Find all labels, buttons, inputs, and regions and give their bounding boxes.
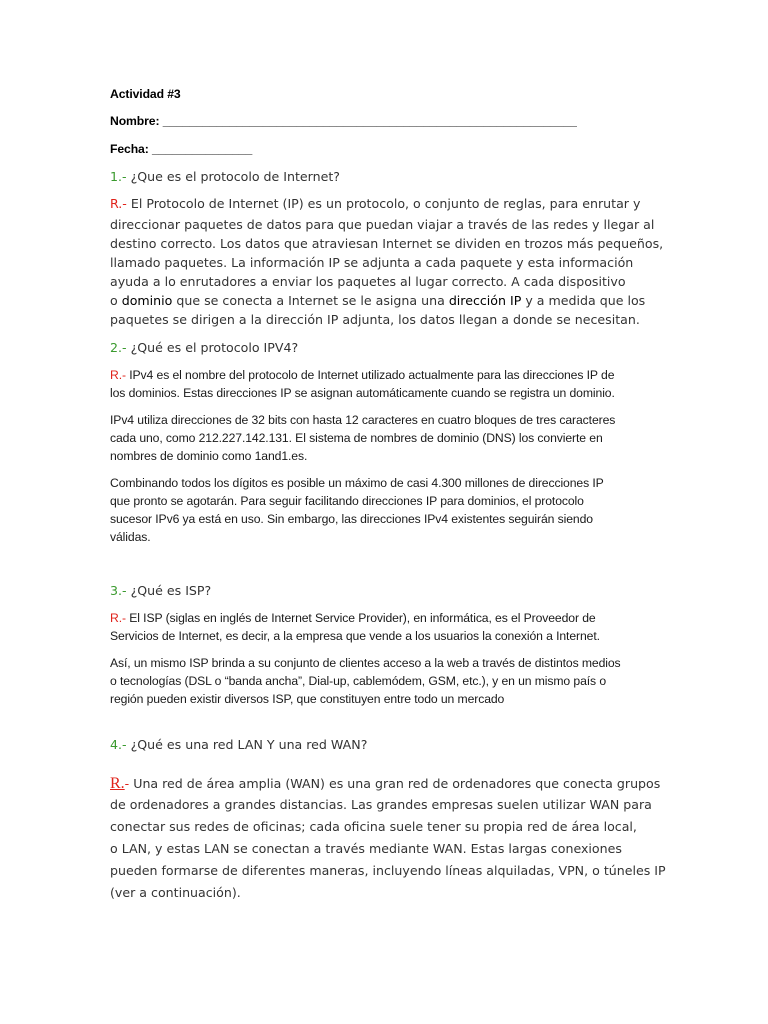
date-label: Fecha:: [110, 142, 149, 156]
answer-4-line: conectar sus redes de oficinas; cada oficina suele tener su propia red de área local,: [110, 819, 637, 834]
answer-4-line: (ver a continuación).: [110, 885, 241, 900]
question-text: ¿Qué es una red LAN Y una red WAN?: [130, 737, 368, 752]
question-number: 2.-: [110, 340, 127, 355]
question-text: ¿Qué es el protocolo IPV4?: [130, 340, 299, 355]
question-1: [110, 169, 340, 184]
answer-4-line: de ordenadores a grandes distancias. Las grandes empresas suelen utilizar WAN para: [110, 797, 652, 812]
answer-3-line: o tecnologías (DSL o “banda ancha”, Dial-up, cablemódem, GSM, etc.), y en un mismo país o: [110, 674, 606, 688]
answer-4-line: R.- Una red de área amplia (WAN) es una gran red de ordenadores que conecta grupos: [110, 775, 661, 792]
answer-2-line: que pronto se agotarán. Para seguir facilitando direcciones IP para dominios, el protocolo: [110, 494, 584, 508]
answer-1-line: destino correcto. Los datos que atraviesan Internet se dividen en trozos más pequeños,: [110, 236, 664, 251]
answer-marker: R.-: [110, 368, 126, 382]
answer-2-line: R.- IPv4 es el nombre del protocolo de Internet utilizado actualmente para las direcciones IP de: [110, 368, 615, 382]
answer-2-line: válidas.: [110, 530, 151, 544]
answer-2-line: Combinando todos los dígitos es posible un máximo de casi 4.300 millones de direcciones IP: [110, 476, 604, 490]
question-number: 1.-: [110, 169, 127, 184]
question-number: 3.-: [110, 583, 127, 598]
answer-2-line: sucesor IPv6 ya está en uso. Sin embargo, las direcciones IPv4 existentes seguirán siendo: [110, 512, 593, 526]
answer-2-line: los dominios. Estas direcciones IP se asignan automáticamente cuando se registra un dominio.: [110, 386, 615, 400]
question-number: 4.-: [110, 737, 127, 752]
dominio-term: dominio: [121, 293, 173, 308]
answer-marker: R.: [110, 775, 125, 792]
question-3: [110, 583, 211, 598]
answer-3-line: región pueden existir diversos ISP, que constituyen entre todo un mercado: [110, 692, 505, 706]
answer-2-line: nombres de dominio como 1and1.es.: [110, 449, 308, 463]
date-field: [110, 142, 252, 156]
question-2: [110, 340, 298, 355]
answer-1-line: direccionar paquetes de datos para que puedan viajar a través de las redes y llegar al: [110, 217, 655, 232]
answer-marker: R.-: [110, 611, 126, 625]
name-field: [110, 114, 577, 128]
answer-1-line: o dominio que se conecta a Internet se le asigna una dirección IP y a medida que los: [110, 293, 646, 308]
question-text: ¿Qué es ISP?: [130, 583, 212, 598]
direccion-ip-term: dirección IP: [448, 293, 522, 308]
date-line: _______________: [151, 142, 253, 156]
answer-4-line: pueden formarse de diferentes maneras, incluyendo líneas alquiladas, VPN, o túneles IP: [110, 863, 666, 878]
activity-title: Actividad #3: [110, 87, 181, 101]
answer-2-line: IPv4 utiliza direcciones de 32 bits con hasta 12 caracteres en cuatro bloques de tres caracteres: [110, 413, 616, 427]
answer-3-line: Servicios de Internet, es decir, a la empresa que vende a los usuarios la conexión a Internet.: [110, 629, 600, 643]
answer-3-line: Así, un mismo ISP brinda a su conjunto de clientes acceso a la web a través de distintos medios: [110, 656, 621, 670]
name-label: Nombre:: [110, 114, 160, 128]
answer-2-line: cada uno, como 212.227.142.131. El sistema de nombres de dominio (DNS) los convierte en: [110, 431, 603, 445]
answer-3-line: R.- El ISP (siglas en inglés de Internet Service Provider), en informática, es el Proveedor de: [110, 611, 596, 625]
answer-1-line: llamado paquetes. La información IP se adjunta a cada paquete y esta información: [110, 255, 634, 270]
answer-4-line: o LAN, y estas LAN se conectan a través mediante WAN. Estas largas conexiones: [110, 841, 622, 856]
answer-1-line: paquetes se dirigen a la dirección IP adjunta, los datos llegan a donde se necesitan.: [110, 312, 640, 327]
question-text: ¿Que es el protocolo de Internet?: [130, 169, 340, 184]
name-line: ______________________________________________________________: [162, 114, 577, 128]
question-4: [110, 737, 367, 752]
answer-marker: R.-: [110, 196, 127, 211]
answer-1-line: R.- El Protocolo de Internet (IP) es un protocolo, o conjunto de reglas, para enrutar y: [110, 196, 641, 211]
answer-1-line: ayuda a lo enrutadores a enviar los paquetes al lugar correcto. A cada dispositivo: [110, 274, 626, 289]
